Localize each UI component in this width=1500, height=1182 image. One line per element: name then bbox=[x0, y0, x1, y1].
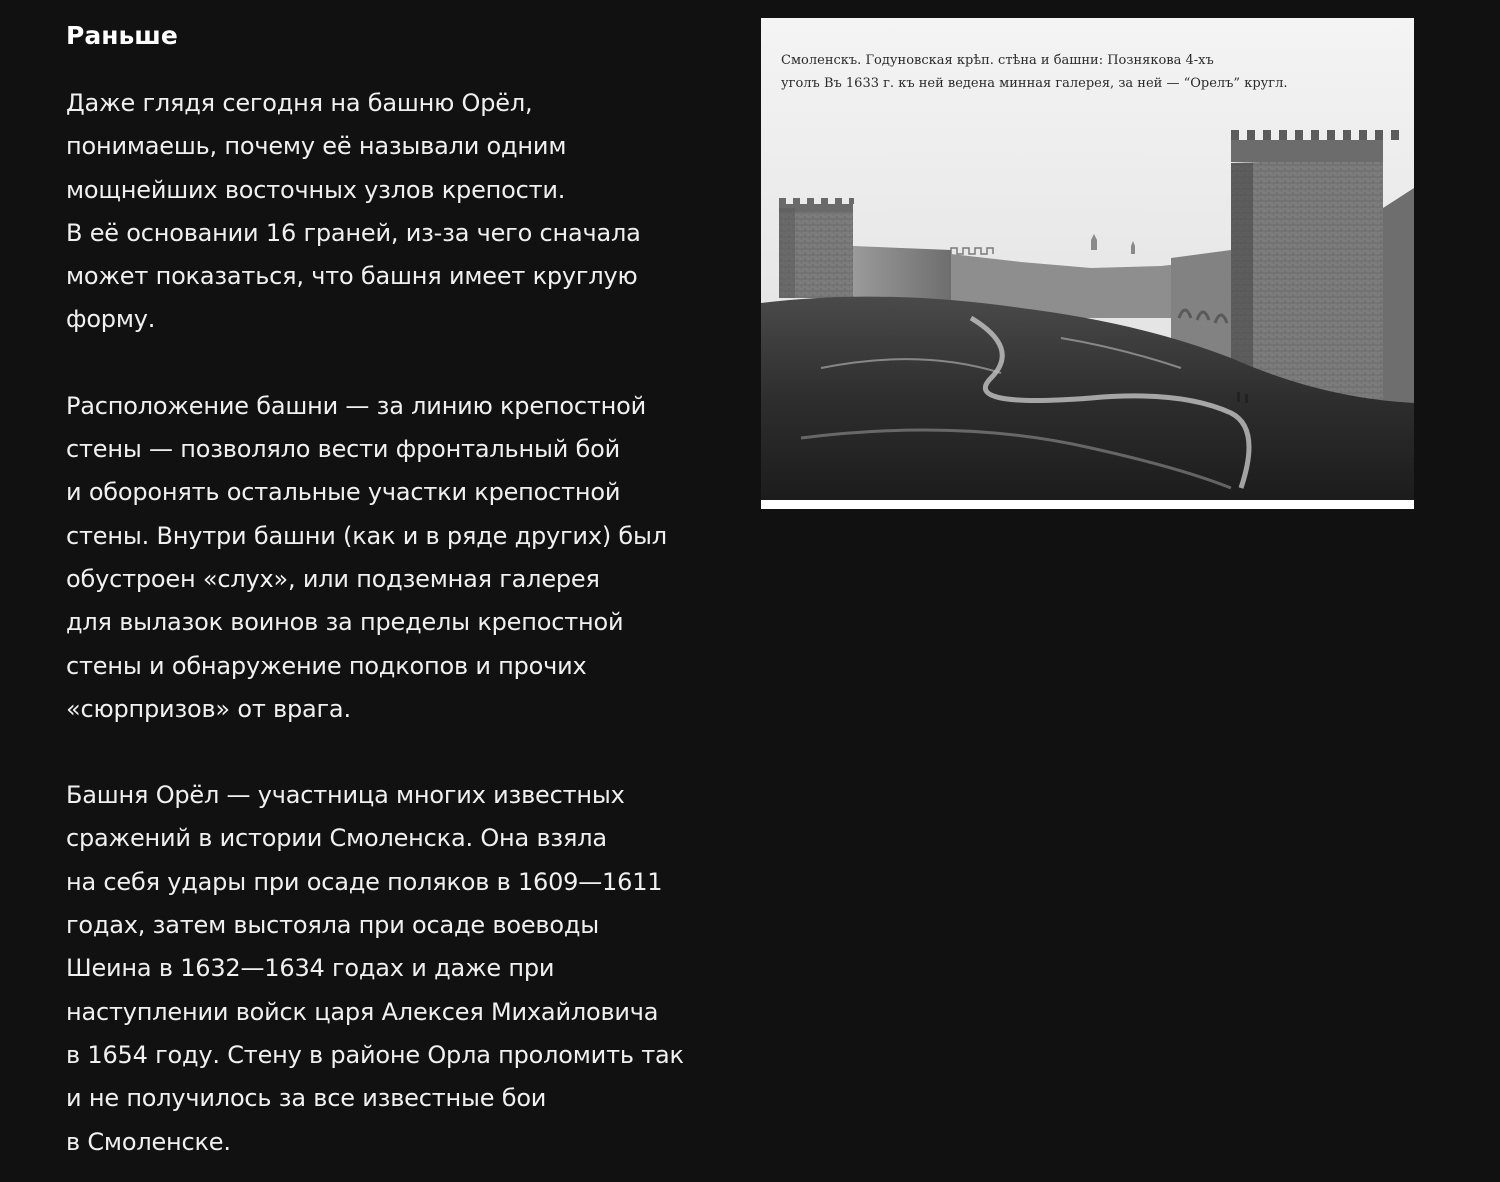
paragraph-1 bbox=[66, 82, 746, 342]
paragraph-line: и оборонять остальные участки крепостной bbox=[66, 478, 621, 507]
paragraph-line: понимаешь, почему её называли одним bbox=[66, 132, 567, 161]
paragraph-line: Шеина в 1632—1634 годах и даже при bbox=[66, 954, 555, 983]
paragraph-line: стены. Внутри башни (как и в ряде других) был bbox=[66, 521, 667, 550]
paragraph-line: и не получилось за все известные бои bbox=[66, 1084, 547, 1113]
paragraph-line: на себя удары при осаде поляков в 1609—1611 bbox=[66, 867, 663, 896]
paragraph-2 bbox=[66, 385, 746, 731]
paragraph-line: В её основании 16 граней, из-за чего сначала bbox=[66, 218, 641, 247]
article-text bbox=[66, 18, 746, 1182]
photo-caption-line-2: уголъ Въ 1633 г. къ ней ведена минная галерея, за ней — “Орелъ” кругл. bbox=[781, 76, 1288, 91]
paragraph-3 bbox=[66, 774, 746, 1164]
paragraph-line: «сюрпризов» от врага. bbox=[66, 694, 351, 723]
paragraph-line: в 1654 году. Стену в районе Орла проломить так bbox=[66, 1040, 684, 1069]
paragraph-line: Башня Орёл — участница многих известных bbox=[66, 781, 625, 810]
paragraph-line: стены — позволяло вести фронтальный бой bbox=[66, 435, 620, 464]
paragraph-line: обустроен «слух», или подземная галерея bbox=[66, 564, 600, 593]
paragraph-line: форму. bbox=[66, 305, 156, 334]
postcard-image bbox=[761, 18, 1414, 509]
paragraph-line: наступлении войск царя Алексея Михайловича bbox=[66, 997, 659, 1026]
paragraph-line: Расположение башни — за линию крепостной bbox=[66, 391, 647, 420]
paragraph-line: мощнейших восточных узлов крепости. bbox=[66, 175, 566, 204]
paragraph-line: Даже глядя сегодня на башню Орёл, bbox=[66, 89, 533, 117]
paragraph-line: для вылазок воинов за пределы крепостной bbox=[66, 608, 624, 637]
paragraph-line: годах, затем выстояла при осаде воеводы bbox=[66, 911, 599, 940]
historic-postcard-photo bbox=[761, 18, 1414, 509]
paragraph-line: сражений в истории Смоленска. Она взяла bbox=[66, 824, 607, 853]
section-heading: Раньше bbox=[66, 21, 178, 50]
person-figure-icon bbox=[1237, 392, 1240, 402]
paragraph-line: в Смоленске. bbox=[66, 1127, 231, 1156]
photo-caption-line-1: Смоленскъ. Годуновская крѣп. стѣна и башни: Познякова 4-хъ bbox=[781, 53, 1214, 68]
paragraph-line: может показаться, что башня имеет круглую bbox=[66, 262, 638, 291]
paragraph-line: стены и обнаружение подкопов и прочих bbox=[66, 651, 587, 680]
